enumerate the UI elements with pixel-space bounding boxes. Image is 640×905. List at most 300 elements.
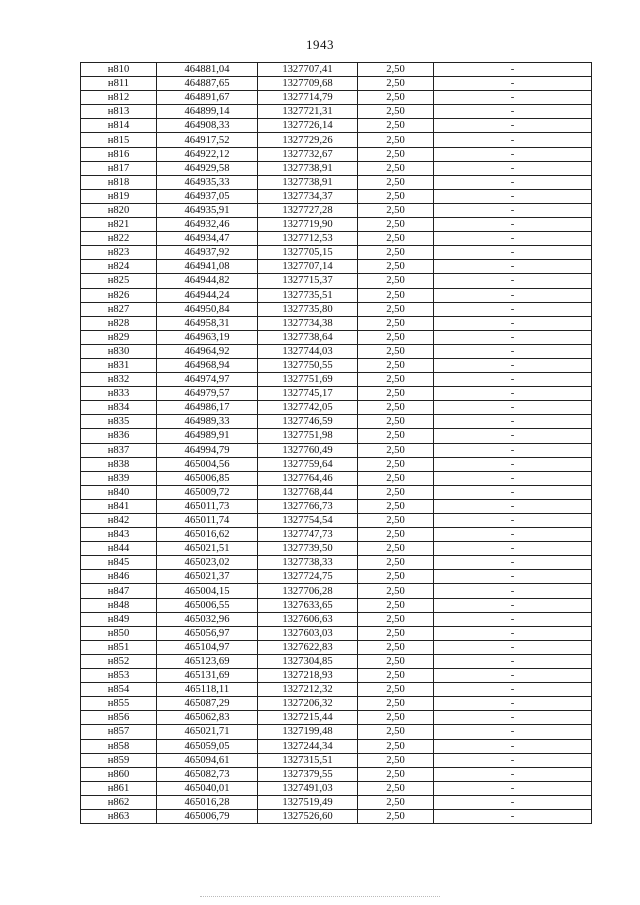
accuracy-cell: 2,50 bbox=[358, 203, 434, 217]
x-coordinate-cell: 465040,01 bbox=[157, 781, 258, 795]
point-id-cell: н830 bbox=[81, 344, 157, 358]
accuracy-cell: 2,50 bbox=[358, 246, 434, 260]
accuracy-cell: 2,50 bbox=[358, 161, 434, 175]
table-row bbox=[81, 795, 592, 809]
table-row bbox=[81, 91, 592, 105]
note-cell: - bbox=[434, 683, 592, 697]
y-coordinate-cell: 1327379,55 bbox=[258, 767, 358, 781]
table-row bbox=[81, 387, 592, 401]
table-row bbox=[81, 683, 592, 697]
x-coordinate-cell: 465062,83 bbox=[157, 711, 258, 725]
table-row bbox=[81, 415, 592, 429]
note-cell: - bbox=[434, 330, 592, 344]
point-id-cell: н849 bbox=[81, 612, 157, 626]
page-number: 1943 bbox=[306, 37, 334, 52]
x-coordinate-cell: 464937,92 bbox=[157, 246, 258, 260]
table-row bbox=[81, 330, 592, 344]
table-row bbox=[81, 358, 592, 372]
y-coordinate-cell: 1327491,03 bbox=[258, 781, 358, 795]
coordinates-table-body bbox=[81, 63, 592, 824]
note-cell: - bbox=[434, 218, 592, 232]
point-id-cell: н856 bbox=[81, 711, 157, 725]
y-coordinate-cell: 1327706,28 bbox=[258, 584, 358, 598]
accuracy-cell: 2,50 bbox=[358, 302, 434, 316]
point-id-cell: н832 bbox=[81, 373, 157, 387]
y-coordinate-cell: 1327768,44 bbox=[258, 485, 358, 499]
point-id-cell: н817 bbox=[81, 161, 157, 175]
y-coordinate-cell: 1327304,85 bbox=[258, 654, 358, 668]
point-id-cell: н853 bbox=[81, 669, 157, 683]
x-coordinate-cell: 464944,24 bbox=[157, 288, 258, 302]
y-coordinate-cell: 1327719,90 bbox=[258, 218, 358, 232]
accuracy-cell: 2,50 bbox=[358, 373, 434, 387]
x-coordinate-cell: 464881,04 bbox=[157, 63, 258, 77]
accuracy-cell: 2,50 bbox=[358, 344, 434, 358]
x-coordinate-cell: 465006,85 bbox=[157, 471, 258, 485]
accuracy-cell: 2,50 bbox=[358, 77, 434, 91]
note-cell: - bbox=[434, 556, 592, 570]
accuracy-cell: 2,50 bbox=[358, 218, 434, 232]
accuracy-cell: 2,50 bbox=[358, 415, 434, 429]
x-coordinate-cell: 465123,69 bbox=[157, 654, 258, 668]
accuracy-cell: 2,50 bbox=[358, 175, 434, 189]
table-row bbox=[81, 711, 592, 725]
note-cell: - bbox=[434, 471, 592, 485]
accuracy-cell: 2,50 bbox=[358, 514, 434, 528]
table-row bbox=[81, 203, 592, 217]
note-cell: - bbox=[434, 626, 592, 640]
point-id-cell: н843 bbox=[81, 528, 157, 542]
note-cell: - bbox=[434, 767, 592, 781]
accuracy-cell: 2,50 bbox=[358, 683, 434, 697]
note-cell: - bbox=[434, 443, 592, 457]
x-coordinate-cell: 465006,55 bbox=[157, 598, 258, 612]
note-cell: - bbox=[434, 133, 592, 147]
note-cell: - bbox=[434, 809, 592, 823]
point-id-cell: н851 bbox=[81, 640, 157, 654]
table-row bbox=[81, 119, 592, 133]
x-coordinate-cell: 465021,71 bbox=[157, 725, 258, 739]
table-row bbox=[81, 626, 592, 640]
point-id-cell: н839 bbox=[81, 471, 157, 485]
note-cell: - bbox=[434, 457, 592, 471]
note-cell: - bbox=[434, 739, 592, 753]
point-id-cell: н810 bbox=[81, 63, 157, 77]
point-id-cell: н831 bbox=[81, 358, 157, 372]
x-coordinate-cell: 465021,37 bbox=[157, 570, 258, 584]
point-id-cell: н836 bbox=[81, 429, 157, 443]
y-coordinate-cell: 1327727,28 bbox=[258, 203, 358, 217]
note-cell: - bbox=[434, 91, 592, 105]
point-id-cell: н861 bbox=[81, 781, 157, 795]
y-coordinate-cell: 1327526,60 bbox=[258, 809, 358, 823]
y-coordinate-cell: 1327709,68 bbox=[258, 77, 358, 91]
point-id-cell: н840 bbox=[81, 485, 157, 499]
y-coordinate-cell: 1327732,67 bbox=[258, 147, 358, 161]
accuracy-cell: 2,50 bbox=[358, 654, 434, 668]
note-cell: - bbox=[434, 697, 592, 711]
coordinates-table bbox=[80, 62, 592, 824]
point-id-cell: н863 bbox=[81, 809, 157, 823]
point-id-cell: н837 bbox=[81, 443, 157, 457]
note-cell: - bbox=[434, 485, 592, 499]
accuracy-cell: 2,50 bbox=[358, 457, 434, 471]
note-cell: - bbox=[434, 316, 592, 330]
table-row bbox=[81, 373, 592, 387]
point-id-cell: н828 bbox=[81, 316, 157, 330]
point-id-cell: н812 bbox=[81, 91, 157, 105]
accuracy-cell: 2,50 bbox=[358, 471, 434, 485]
y-coordinate-cell: 1327714,79 bbox=[258, 91, 358, 105]
table-row bbox=[81, 542, 592, 556]
x-coordinate-cell: 465009,72 bbox=[157, 485, 258, 499]
table-row bbox=[81, 781, 592, 795]
note-cell: - bbox=[434, 119, 592, 133]
point-id-cell: н825 bbox=[81, 274, 157, 288]
point-id-cell: н842 bbox=[81, 514, 157, 528]
note-cell: - bbox=[434, 189, 592, 203]
y-coordinate-cell: 1327766,73 bbox=[258, 499, 358, 513]
table-row bbox=[81, 288, 592, 302]
point-id-cell: н846 bbox=[81, 570, 157, 584]
accuracy-cell: 2,50 bbox=[358, 781, 434, 795]
point-id-cell: н827 bbox=[81, 302, 157, 316]
note-cell: - bbox=[434, 358, 592, 372]
note-cell: - bbox=[434, 246, 592, 260]
note-cell: - bbox=[434, 415, 592, 429]
table-row bbox=[81, 443, 592, 457]
accuracy-cell: 2,50 bbox=[358, 626, 434, 640]
accuracy-cell: 2,50 bbox=[358, 147, 434, 161]
x-coordinate-cell: 464908,33 bbox=[157, 119, 258, 133]
y-coordinate-cell: 1327751,98 bbox=[258, 429, 358, 443]
accuracy-cell: 2,50 bbox=[358, 91, 434, 105]
table-row bbox=[81, 246, 592, 260]
x-coordinate-cell: 464944,82 bbox=[157, 274, 258, 288]
accuracy-cell: 2,50 bbox=[358, 640, 434, 654]
accuracy-cell: 2,50 bbox=[358, 401, 434, 415]
y-coordinate-cell: 1327712,53 bbox=[258, 232, 358, 246]
note-cell: - bbox=[434, 499, 592, 513]
point-id-cell: н816 bbox=[81, 147, 157, 161]
y-coordinate-cell: 1327707,14 bbox=[258, 260, 358, 274]
y-coordinate-cell: 1327760,49 bbox=[258, 443, 358, 457]
x-coordinate-cell: 465131,69 bbox=[157, 669, 258, 683]
point-id-cell: н822 bbox=[81, 232, 157, 246]
y-coordinate-cell: 1327746,59 bbox=[258, 415, 358, 429]
y-coordinate-cell: 1327738,33 bbox=[258, 556, 358, 570]
table-row bbox=[81, 767, 592, 781]
x-coordinate-cell: 464963,19 bbox=[157, 330, 258, 344]
x-coordinate-cell: 465118,11 bbox=[157, 683, 258, 697]
x-coordinate-cell: 464937,05 bbox=[157, 189, 258, 203]
accuracy-cell: 2,50 bbox=[358, 697, 434, 711]
point-id-cell: н862 bbox=[81, 795, 157, 809]
accuracy-cell: 2,50 bbox=[358, 358, 434, 372]
y-coordinate-cell: 1327206,32 bbox=[258, 697, 358, 711]
point-id-cell: н819 bbox=[81, 189, 157, 203]
accuracy-cell: 2,50 bbox=[358, 133, 434, 147]
table-row bbox=[81, 429, 592, 443]
x-coordinate-cell: 464968,94 bbox=[157, 358, 258, 372]
x-coordinate-cell: 464950,84 bbox=[157, 302, 258, 316]
table-row bbox=[81, 809, 592, 823]
table-row bbox=[81, 302, 592, 316]
table-row bbox=[81, 640, 592, 654]
note-cell: - bbox=[434, 781, 592, 795]
accuracy-cell: 2,50 bbox=[358, 528, 434, 542]
note-cell: - bbox=[434, 203, 592, 217]
x-coordinate-cell: 464922,12 bbox=[157, 147, 258, 161]
x-coordinate-cell: 465082,73 bbox=[157, 767, 258, 781]
x-coordinate-cell: 465087,29 bbox=[157, 697, 258, 711]
note-cell: - bbox=[434, 302, 592, 316]
point-id-cell: н845 bbox=[81, 556, 157, 570]
note-cell: - bbox=[434, 514, 592, 528]
table-row bbox=[81, 753, 592, 767]
note-cell: - bbox=[434, 725, 592, 739]
accuracy-cell: 2,50 bbox=[358, 63, 434, 77]
accuracy-cell: 2,50 bbox=[358, 542, 434, 556]
table-row bbox=[81, 232, 592, 246]
point-id-cell: н850 bbox=[81, 626, 157, 640]
y-coordinate-cell: 1327738,64 bbox=[258, 330, 358, 344]
x-coordinate-cell: 464899,14 bbox=[157, 105, 258, 119]
y-coordinate-cell: 1327715,37 bbox=[258, 274, 358, 288]
y-coordinate-cell: 1327212,32 bbox=[258, 683, 358, 697]
point-id-cell: н820 bbox=[81, 203, 157, 217]
note-cell: - bbox=[434, 373, 592, 387]
accuracy-cell: 2,50 bbox=[358, 232, 434, 246]
note-cell: - bbox=[434, 175, 592, 189]
table-row bbox=[81, 401, 592, 415]
point-id-cell: н855 bbox=[81, 697, 157, 711]
y-coordinate-cell: 1327729,26 bbox=[258, 133, 358, 147]
point-id-cell: н860 bbox=[81, 767, 157, 781]
accuracy-cell: 2,50 bbox=[358, 598, 434, 612]
note-cell: - bbox=[434, 612, 592, 626]
x-coordinate-cell: 465016,28 bbox=[157, 795, 258, 809]
table-row bbox=[81, 598, 592, 612]
table-row bbox=[81, 105, 592, 119]
x-coordinate-cell: 465011,74 bbox=[157, 514, 258, 528]
y-coordinate-cell: 1327764,46 bbox=[258, 471, 358, 485]
point-id-cell: н814 bbox=[81, 119, 157, 133]
accuracy-cell: 2,50 bbox=[358, 288, 434, 302]
x-coordinate-cell: 464941,08 bbox=[157, 260, 258, 274]
y-coordinate-cell: 1327751,69 bbox=[258, 373, 358, 387]
accuracy-cell: 2,50 bbox=[358, 316, 434, 330]
x-coordinate-cell: 465104,97 bbox=[157, 640, 258, 654]
x-coordinate-cell: 465032,96 bbox=[157, 612, 258, 626]
note-cell: - bbox=[434, 584, 592, 598]
y-coordinate-cell: 1327215,44 bbox=[258, 711, 358, 725]
point-id-cell: н838 bbox=[81, 457, 157, 471]
y-coordinate-cell: 1327218,93 bbox=[258, 669, 358, 683]
x-coordinate-cell: 464934,47 bbox=[157, 232, 258, 246]
y-coordinate-cell: 1327745,17 bbox=[258, 387, 358, 401]
table-row bbox=[81, 739, 592, 753]
accuracy-cell: 2,50 bbox=[358, 795, 434, 809]
note-cell: - bbox=[434, 528, 592, 542]
y-coordinate-cell: 1327633,65 bbox=[258, 598, 358, 612]
accuracy-cell: 2,50 bbox=[358, 739, 434, 753]
point-id-cell: н821 bbox=[81, 218, 157, 232]
y-coordinate-cell: 1327750,55 bbox=[258, 358, 358, 372]
note-cell: - bbox=[434, 63, 592, 77]
y-coordinate-cell: 1327244,34 bbox=[258, 739, 358, 753]
accuracy-cell: 2,50 bbox=[358, 570, 434, 584]
accuracy-cell: 2,50 bbox=[358, 443, 434, 457]
accuracy-cell: 2,50 bbox=[358, 725, 434, 739]
x-coordinate-cell: 464979,57 bbox=[157, 387, 258, 401]
point-id-cell: н835 bbox=[81, 415, 157, 429]
note-cell: - bbox=[434, 753, 592, 767]
table-row bbox=[81, 612, 592, 626]
y-coordinate-cell: 1327738,91 bbox=[258, 175, 358, 189]
table-row bbox=[81, 189, 592, 203]
table-row bbox=[81, 725, 592, 739]
point-id-cell: н823 bbox=[81, 246, 157, 260]
note-cell: - bbox=[434, 640, 592, 654]
point-id-cell: н829 bbox=[81, 330, 157, 344]
table-row bbox=[81, 147, 592, 161]
x-coordinate-cell: 465056,97 bbox=[157, 626, 258, 640]
y-coordinate-cell: 1327738,91 bbox=[258, 161, 358, 175]
x-coordinate-cell: 464989,33 bbox=[157, 415, 258, 429]
y-coordinate-cell: 1327622,83 bbox=[258, 640, 358, 654]
y-coordinate-cell: 1327734,38 bbox=[258, 316, 358, 330]
accuracy-cell: 2,50 bbox=[358, 387, 434, 401]
x-coordinate-cell: 464964,92 bbox=[157, 344, 258, 358]
accuracy-cell: 2,50 bbox=[358, 669, 434, 683]
note-cell: - bbox=[434, 429, 592, 443]
table-row bbox=[81, 514, 592, 528]
x-coordinate-cell: 465059,05 bbox=[157, 739, 258, 753]
accuracy-cell: 2,50 bbox=[358, 584, 434, 598]
x-coordinate-cell: 464974,97 bbox=[157, 373, 258, 387]
point-id-cell: н857 bbox=[81, 725, 157, 739]
x-coordinate-cell: 465021,51 bbox=[157, 542, 258, 556]
x-coordinate-cell: 464929,58 bbox=[157, 161, 258, 175]
x-coordinate-cell: 464986,17 bbox=[157, 401, 258, 415]
table-row bbox=[81, 556, 592, 570]
y-coordinate-cell: 1327199,48 bbox=[258, 725, 358, 739]
x-coordinate-cell: 464935,33 bbox=[157, 175, 258, 189]
table-row bbox=[81, 133, 592, 147]
table-row bbox=[81, 63, 592, 77]
note-cell: - bbox=[434, 274, 592, 288]
note-cell: - bbox=[434, 161, 592, 175]
point-id-cell: н818 bbox=[81, 175, 157, 189]
x-coordinate-cell: 464891,67 bbox=[157, 91, 258, 105]
accuracy-cell: 2,50 bbox=[358, 767, 434, 781]
point-id-cell: н841 bbox=[81, 499, 157, 513]
table-row bbox=[81, 584, 592, 598]
point-id-cell: н844 bbox=[81, 542, 157, 556]
table-row bbox=[81, 669, 592, 683]
point-id-cell: н815 bbox=[81, 133, 157, 147]
note-cell: - bbox=[434, 147, 592, 161]
y-coordinate-cell: 1327759,64 bbox=[258, 457, 358, 471]
note-cell: - bbox=[434, 795, 592, 809]
y-coordinate-cell: 1327747,73 bbox=[258, 528, 358, 542]
note-cell: - bbox=[434, 105, 592, 119]
point-id-cell: н824 bbox=[81, 260, 157, 274]
y-coordinate-cell: 1327739,50 bbox=[258, 542, 358, 556]
x-coordinate-cell: 464917,52 bbox=[157, 133, 258, 147]
note-cell: - bbox=[434, 232, 592, 246]
note-cell: - bbox=[434, 77, 592, 91]
note-cell: - bbox=[434, 711, 592, 725]
table-row bbox=[81, 499, 592, 513]
accuracy-cell: 2,50 bbox=[358, 119, 434, 133]
y-coordinate-cell: 1327742,05 bbox=[258, 401, 358, 415]
point-id-cell: н826 bbox=[81, 288, 157, 302]
y-coordinate-cell: 1327705,15 bbox=[258, 246, 358, 260]
accuracy-cell: 2,50 bbox=[358, 485, 434, 499]
accuracy-cell: 2,50 bbox=[358, 499, 434, 513]
x-coordinate-cell: 465006,79 bbox=[157, 809, 258, 823]
note-cell: - bbox=[434, 401, 592, 415]
x-coordinate-cell: 465023,02 bbox=[157, 556, 258, 570]
table-row bbox=[81, 161, 592, 175]
table-row bbox=[81, 570, 592, 584]
note-cell: - bbox=[434, 598, 592, 612]
note-cell: - bbox=[434, 260, 592, 274]
y-coordinate-cell: 1327721,31 bbox=[258, 105, 358, 119]
table-row bbox=[81, 485, 592, 499]
point-id-cell: н859 bbox=[81, 753, 157, 767]
accuracy-cell: 2,50 bbox=[358, 556, 434, 570]
scan-artifact-line bbox=[200, 896, 440, 898]
y-coordinate-cell: 1327734,37 bbox=[258, 189, 358, 203]
note-cell: - bbox=[434, 542, 592, 556]
note-cell: - bbox=[434, 344, 592, 358]
point-id-cell: н833 bbox=[81, 387, 157, 401]
x-coordinate-cell: 464958,31 bbox=[157, 316, 258, 330]
x-coordinate-cell: 464994,79 bbox=[157, 443, 258, 457]
point-id-cell: н847 bbox=[81, 584, 157, 598]
table-row bbox=[81, 528, 592, 542]
note-cell: - bbox=[434, 288, 592, 302]
table-row bbox=[81, 316, 592, 330]
table-row bbox=[81, 344, 592, 358]
y-coordinate-cell: 1327744,03 bbox=[258, 344, 358, 358]
accuracy-cell: 2,50 bbox=[358, 274, 434, 288]
accuracy-cell: 2,50 bbox=[358, 809, 434, 823]
y-coordinate-cell: 1327606,63 bbox=[258, 612, 358, 626]
table-row bbox=[81, 274, 592, 288]
table-row bbox=[81, 260, 592, 274]
y-coordinate-cell: 1327315,51 bbox=[258, 753, 358, 767]
x-coordinate-cell: 465004,15 bbox=[157, 584, 258, 598]
accuracy-cell: 2,50 bbox=[358, 105, 434, 119]
table-row bbox=[81, 218, 592, 232]
table-row bbox=[81, 471, 592, 485]
y-coordinate-cell: 1327519,49 bbox=[258, 795, 358, 809]
accuracy-cell: 2,50 bbox=[358, 711, 434, 725]
accuracy-cell: 2,50 bbox=[358, 260, 434, 274]
y-coordinate-cell: 1327735,51 bbox=[258, 288, 358, 302]
y-coordinate-cell: 1327726,14 bbox=[258, 119, 358, 133]
point-id-cell: н813 bbox=[81, 105, 157, 119]
accuracy-cell: 2,50 bbox=[358, 753, 434, 767]
x-coordinate-cell: 465016,62 bbox=[157, 528, 258, 542]
note-cell: - bbox=[434, 654, 592, 668]
y-coordinate-cell: 1327735,80 bbox=[258, 302, 358, 316]
point-id-cell: н834 bbox=[81, 401, 157, 415]
